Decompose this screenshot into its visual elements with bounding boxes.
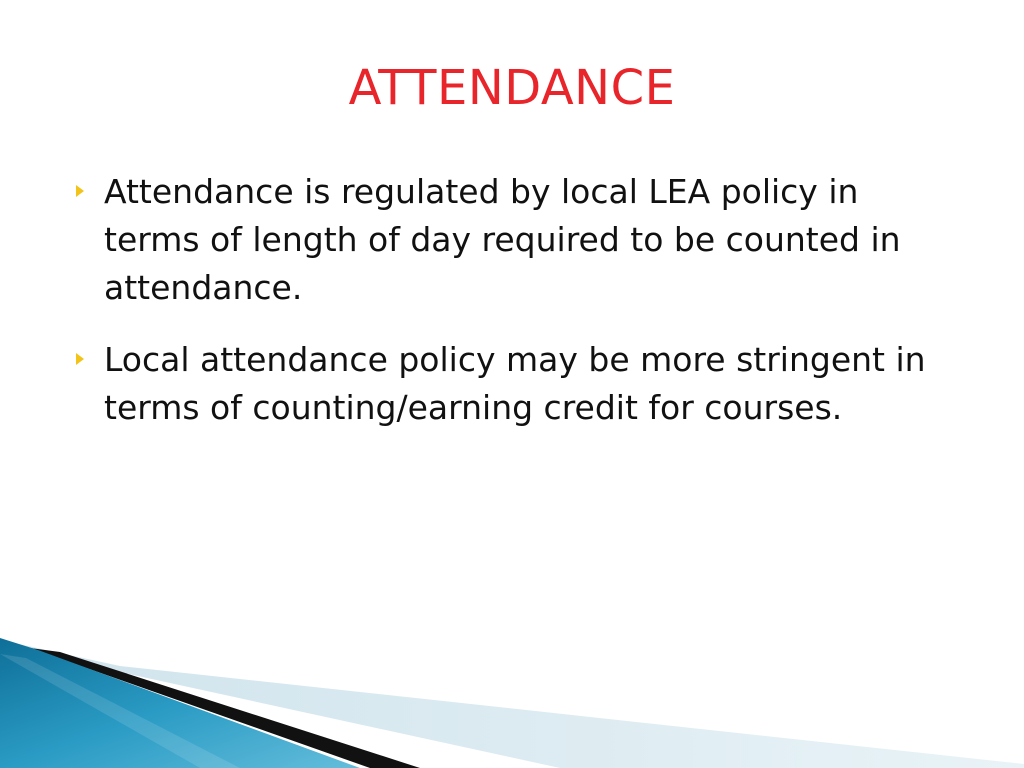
bullet-item: [74, 336, 954, 432]
bullet-text: Local attendance policy may be more stringent in terms of counting/earning credit for courses.: [104, 340, 926, 427]
bullet-item: [74, 168, 954, 312]
decorative-swoosh: [0, 628, 1024, 768]
bullet-text: Attendance is regulated by local LEA policy in terms of length of day required to be counted in attendance.: [104, 172, 901, 307]
bullet-list: [74, 168, 954, 456]
triangle-right-icon: [76, 185, 84, 197]
triangle-right-icon: [76, 353, 84, 365]
slide-title: ATTENDANCE: [348, 60, 676, 116]
